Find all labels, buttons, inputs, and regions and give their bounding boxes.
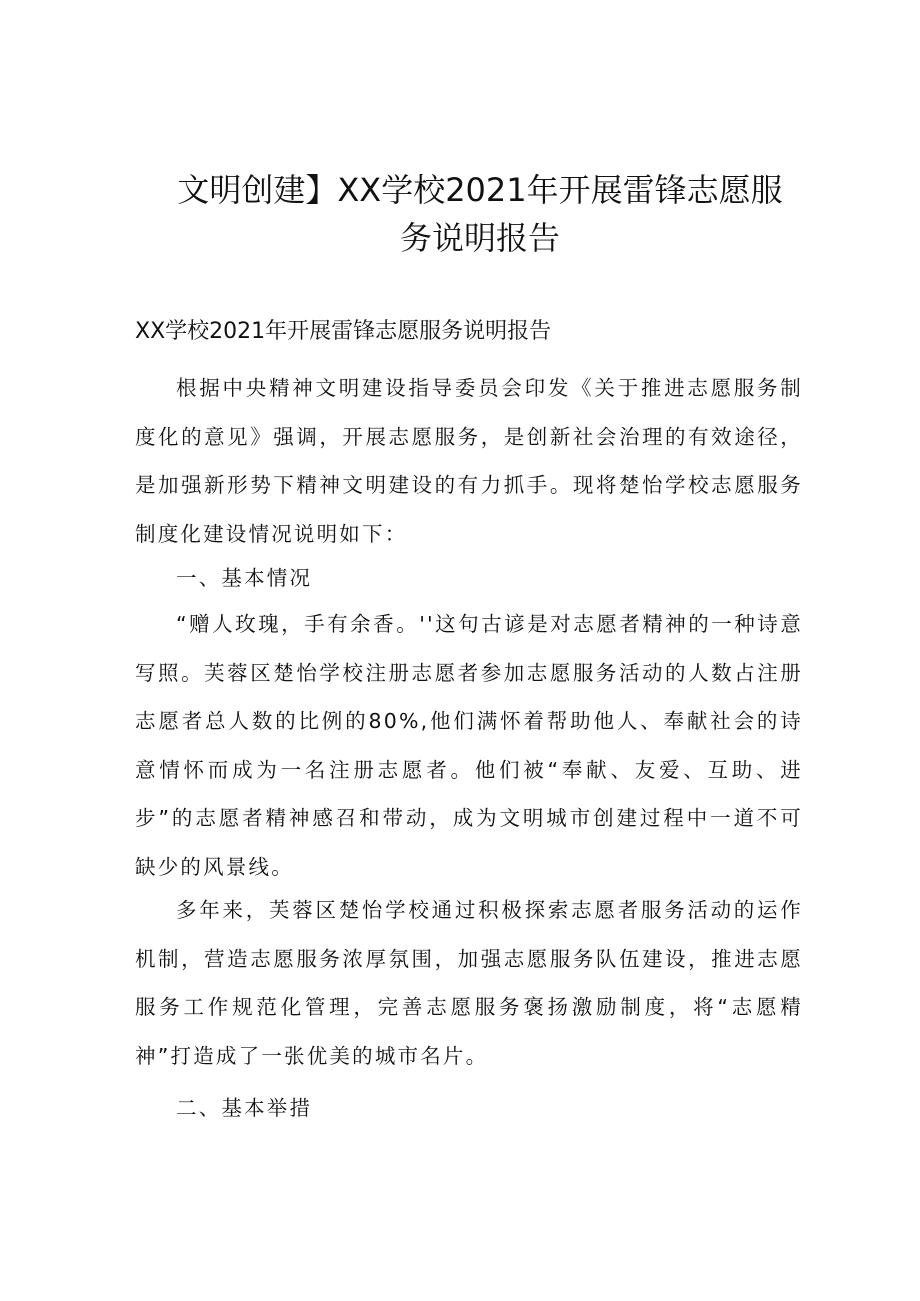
paragraph-mechanism: 多年来，芙蓉区楚怡学校通过积极探索志愿者服务活动的运作机制，营造志愿服务浓厚氛围，加强志愿服务队伍建设，推进志愿服务工作规范化管理，完善志愿服务褒扬激励制度，将“志愿精神”打造成了一张优美的城市名片。 [135, 898, 803, 1068]
document-subtitle: XX学校2021年开展雷锋志愿服务说明报告 [135, 319, 552, 344]
section-heading-basic-measures: 二、基本举措 [176, 1096, 313, 1120]
document-title-line-1: 文明创建】XX学校2021年开展雷锋志愿服 [177, 171, 783, 209]
paragraph-intro: 根据中央精神文明建设指导委员会印发《关于推进志愿服务制度化的意见》强调，开展志愿服务，是创新社会治理的有效途径，是加强新形势下精神文明建设的有力抓手。现将楚怡学校志愿服务制度化建设情况说明如下： [135, 376, 803, 546]
paragraph-volunteer-spirit: “赠人玫瑰，手有余香。''这句古谚是对志愿者精神的一种诗意写照。芙蓉区楚怡学校注册志愿者参加志愿服务活动的人数占注册志愿者总人数的比例的80%,他们满怀着帮助他人、奉献社会的诗意情怀而成为一名注册志愿者。他们被“奉献、友爱、互助、进步”的志愿者精神感召和带动，成为文明城市创建过程中一道不可缺少的风景线。 [135, 612, 803, 879]
section-heading-basic-situation: 一、基本情况 [176, 566, 313, 590]
document-title [100, 166, 860, 262]
document-title-line-2: 务说明报告 [399, 219, 560, 257]
